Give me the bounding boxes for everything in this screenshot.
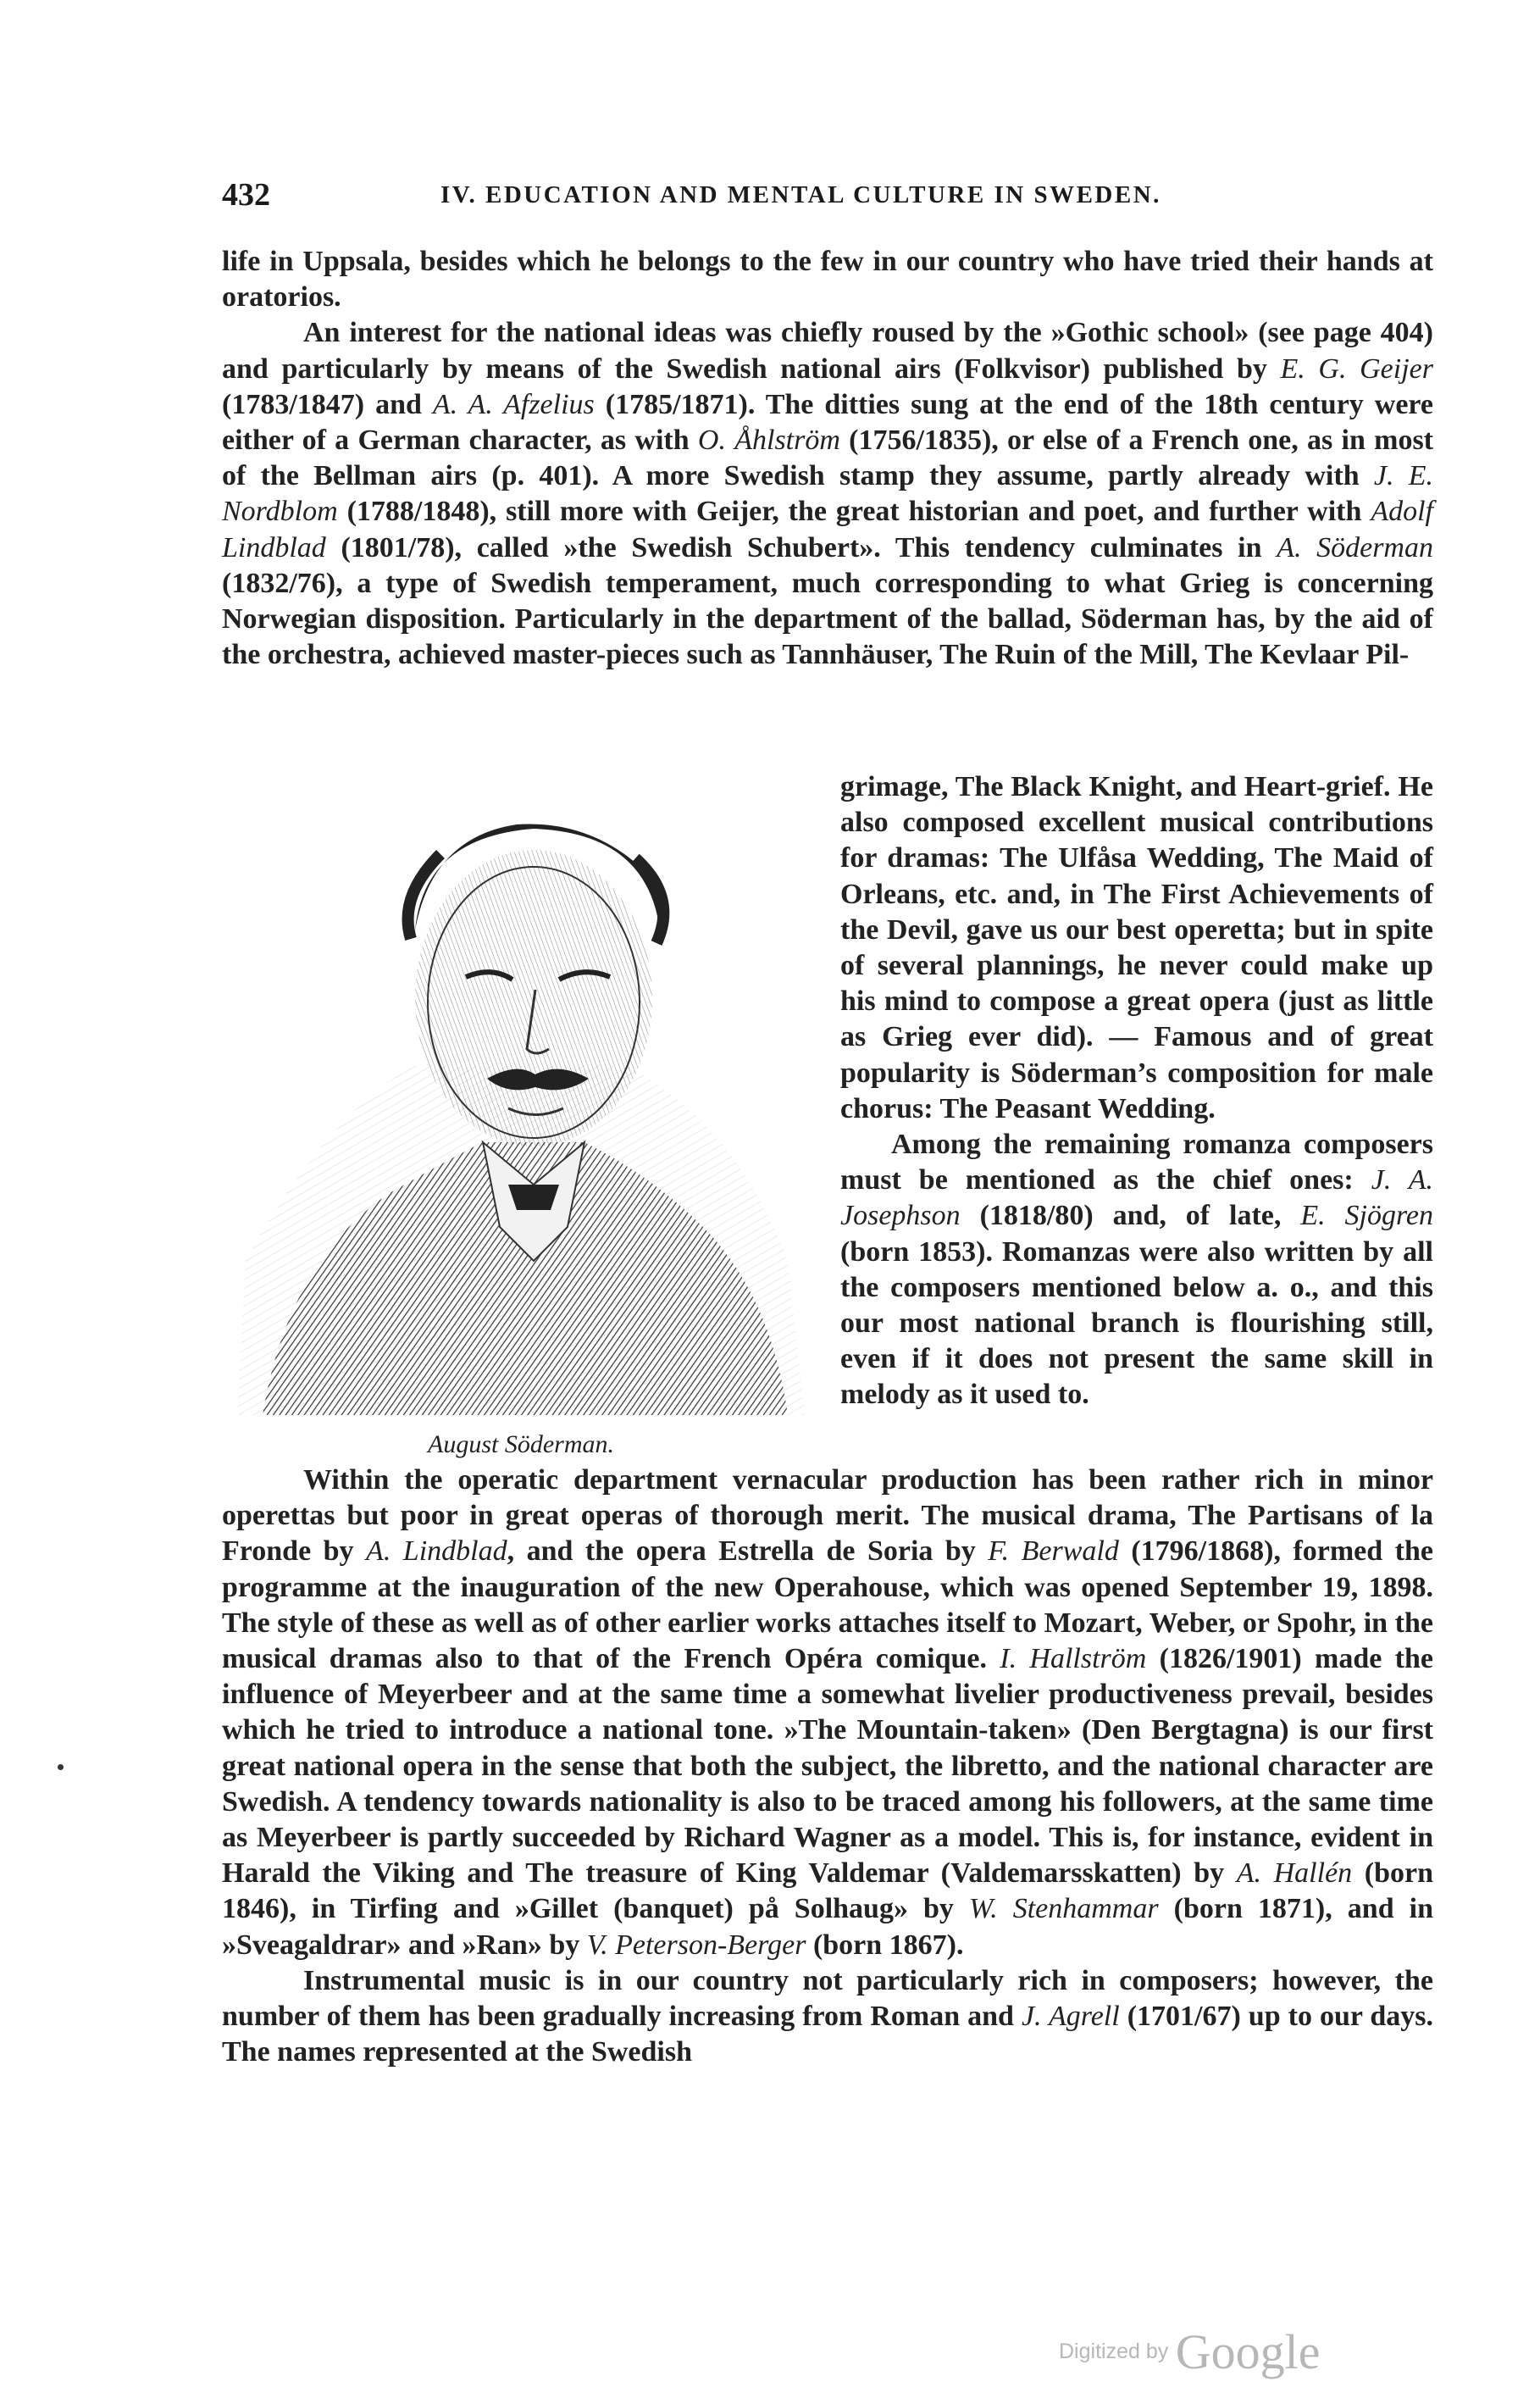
person-name: J. A. Josephson [840, 1164, 1433, 1232]
person-name: W. Stenhammar [968, 1893, 1159, 1925]
person-name: O. Åhlström [697, 425, 840, 457]
person-name: V. Peterson-Berger [586, 1929, 806, 1961]
paragraph: grimage, The Black Knight, and Heart-grief. He also composed excellent musical contributions for dramas: The Ulfåsa Wedding, The Maid of Orleans, etc. and, in The First Achievements of the Devil, gave us our best operetta; but in spite of several plannings, he never could make up his mind to compose a great opera (just as little as Grieg ever did). — Famous and of great popularity is Söderman’s composition for male chorus: The Peasant Wedding. [840, 771, 1433, 1124]
text-block-right-column [840, 769, 1433, 1413]
person-name: Adolf Lindblad [222, 496, 1433, 563]
text-run: (1783/1847) and [222, 388, 433, 420]
watermark-prefix: Digitized by [1059, 2340, 1169, 2363]
person-name: J. Agrell [1021, 2001, 1120, 2033]
text-run: Instrumental music is in our country not particularly rich in composers; however, the number of them has been gradually increasing from Roman and [222, 1964, 1433, 2033]
text-run: (1785/1871). The ditties sung at the end of the 18th century were either of a German character, as with [222, 388, 1433, 457]
text-run: (1701/67) up to our days. The names represented at the Swedish [222, 2001, 1433, 2068]
text-run: Within the operatic department vernacular production has been rather rich in minor operettas but poor in great operas of thorough merit. The musical drama, The Partisans of la Fronde by [222, 1464, 1433, 1568]
text-run: (1788/1848), still more with Geijer, the great historian and poet, and further with [337, 496, 1371, 528]
portrait-caption: August Söderman. [428, 1430, 614, 1458]
person-name: A. Söderman [1277, 531, 1433, 563]
text-run: , and the opera Estrella de Soria by [507, 1535, 989, 1568]
text-run: (1818/80) and, of late, [960, 1200, 1301, 1232]
text-run: (1832/76), a type of Swedish temperament, much corresponding to what Grieg is concerning Norwegian disposition. Particularly in the department of the ballad, Söderman has, by the aid of the orchestra, achieved master-pieces such as Tannhäuser, The Ruin of the Mill, The Kevlaar Pil- [222, 567, 1433, 671]
margin-dot [58, 1764, 64, 1770]
text-run: (1826/1901) made the influence of Meyerbeer and at the same time a somewhat livelier productiveness prevail, besides which he tried to introduce a national tone. »The Mountain-taken» (Den Bergtagna) is our first great national opera in the sense that both the subject, the libretto, and the national character are Swedish. A tendency towards nationality is also to be traced among his followers, at the same time as Meyerbeer is partly succeeded by Richard Wagner as a model. This is, for instance, evident in Harald the Viking and The treasure of King Valdemar (Valdemarsskatten) by [222, 1643, 1433, 1890]
running-head: IV. EDUCATION AND MENTAL CULTURE IN SWEDEN. [440, 181, 1161, 208]
person-name: F. Berwald [988, 1535, 1119, 1568]
person-name: E. Sjögren [1300, 1200, 1433, 1232]
text-block-top [222, 244, 1433, 673]
page-header [222, 176, 1433, 217]
text-run: (born 1867). [806, 1929, 964, 1961]
page-number: 432 [222, 177, 270, 213]
portrait-engraving-icon [229, 786, 813, 1415]
paragraph [222, 1463, 1433, 1963]
person-name: J. E. Nordblom [222, 460, 1433, 528]
person-name: A. A. Afzelius [432, 388, 595, 420]
person-name: E. G. Geijer [1280, 352, 1433, 385]
paragraph [222, 1963, 1433, 2071]
text-run: (1756/1835), or else of a French one, as in most of the Bellman airs (p. 401). A more Swedish stamp they assume, partly already with [222, 425, 1434, 492]
paragraph [840, 1127, 1433, 1413]
google-logo: Google [1175, 2324, 1321, 2379]
text-run: (1796/1868), formed the programme at the inauguration of the new Operahouse, which was opened September 19, 1898. The style of these as well as of other earlier works attaches itself to Mozart, Weber, or Spohr, in the musical dramas also to that of the French Opéra comique. [222, 1535, 1433, 1675]
person-name: A. Lindblad [366, 1535, 507, 1568]
person-name: I. Hallström [1000, 1643, 1147, 1675]
text-run: (born 1871), and in »Sveagaldrar» and »Ran» by [222, 1893, 1434, 1961]
text-block-bottom [222, 1463, 1433, 2070]
paragraph: life in Uppsala, besides which he belongs to the few in our country who have tried their hands at oratorios. [222, 246, 1433, 314]
paragraph [222, 315, 1433, 673]
text-run: (born 1853). Romanzas were also written by all the composers mentioned below a. o., and this our most national branch is flourishing still, even if it does not present the same skill in melody as it used to. [840, 1235, 1433, 1411]
text-run: (1801/78), called »the Swedish Schubert». This tendency culminates in [325, 531, 1277, 563]
digitized-watermark [1059, 2323, 1321, 2379]
person-name: A. Hallén [1236, 1857, 1353, 1890]
text-run: Among the remaining romanza composers must be mentioned as the chief ones: [840, 1129, 1433, 1196]
text-run: (born 1846), in Tirfing and »Gillet (banquet) på Solhaug» by [222, 1857, 1434, 1925]
text-run: An interest for the national ideas was chiefly roused by the »Gothic school» (see page 404) and particularly by means of the Swedish national airs (Folkvisor) published by [222, 317, 1433, 385]
